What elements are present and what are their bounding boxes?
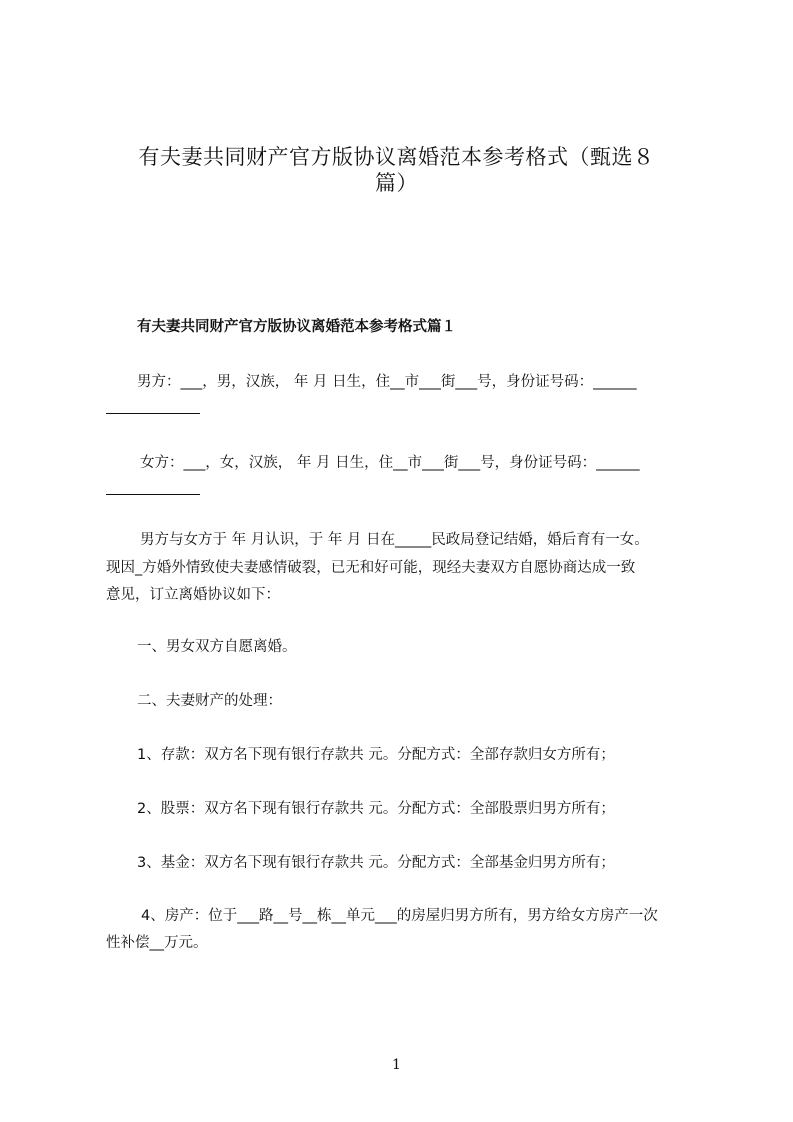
- female-id-underline: [106, 494, 200, 495]
- paragraph-line-1: 男方与女方于 年 月认识，于 年 月 日在_____民政局登记结婚，婚后育有一女。: [140, 532, 649, 548]
- clause-1: 一、男女双方自愿离婚。: [137, 639, 297, 655]
- item-2: 2、股票：双方名下现有银行存款共 元。分配方式：全部股票归男方所有；: [137, 801, 615, 817]
- document-title: [100, 144, 693, 196]
- item-1: 1、存款：双方名下现有银行存款共 元。分配方式：全部存款归女方所有；: [137, 747, 615, 763]
- male-party-line: 男方：___，男，汉族， 年 月 日生，住__市___街___号，身份证号码：______: [137, 374, 637, 390]
- item-4-line-1: 4、房产：位于___路__号__栋__单元___的房屋归男方所有，男方给女方房产一次: [141, 908, 658, 924]
- female-party-line: 女方：___，女，汉族， 年 月 日生，住__市___街___号，身份证号码：______: [140, 455, 640, 471]
- male-id-underline: [106, 413, 200, 414]
- page-number: 1: [392, 1057, 401, 1073]
- section-heading: 有夫妻共同财产官方版协议离婚范本参考格式篇１: [137, 319, 456, 335]
- paragraph-line-2: 现因_方婚外情致使夫妻感情破裂，已无和好可能，现经夫妻双方自愿协商达成一致: [106, 560, 636, 576]
- item-3: 3、基金：双方名下现有银行存款共 元。分配方式：全部基金归男方所有；: [137, 855, 615, 871]
- document-title-line-1: 有夫妻共同财产官方版协议离婚范本参考格式（甄选８: [138, 145, 655, 169]
- item-4-line-2: 性补偿__万元。: [106, 935, 208, 951]
- document-title-line-2: 篇）: [375, 171, 418, 195]
- clause-2: 二、夫妻财产的处理：: [137, 693, 282, 709]
- paragraph-line-3: 意见，订立离婚协议如下：: [106, 587, 280, 603]
